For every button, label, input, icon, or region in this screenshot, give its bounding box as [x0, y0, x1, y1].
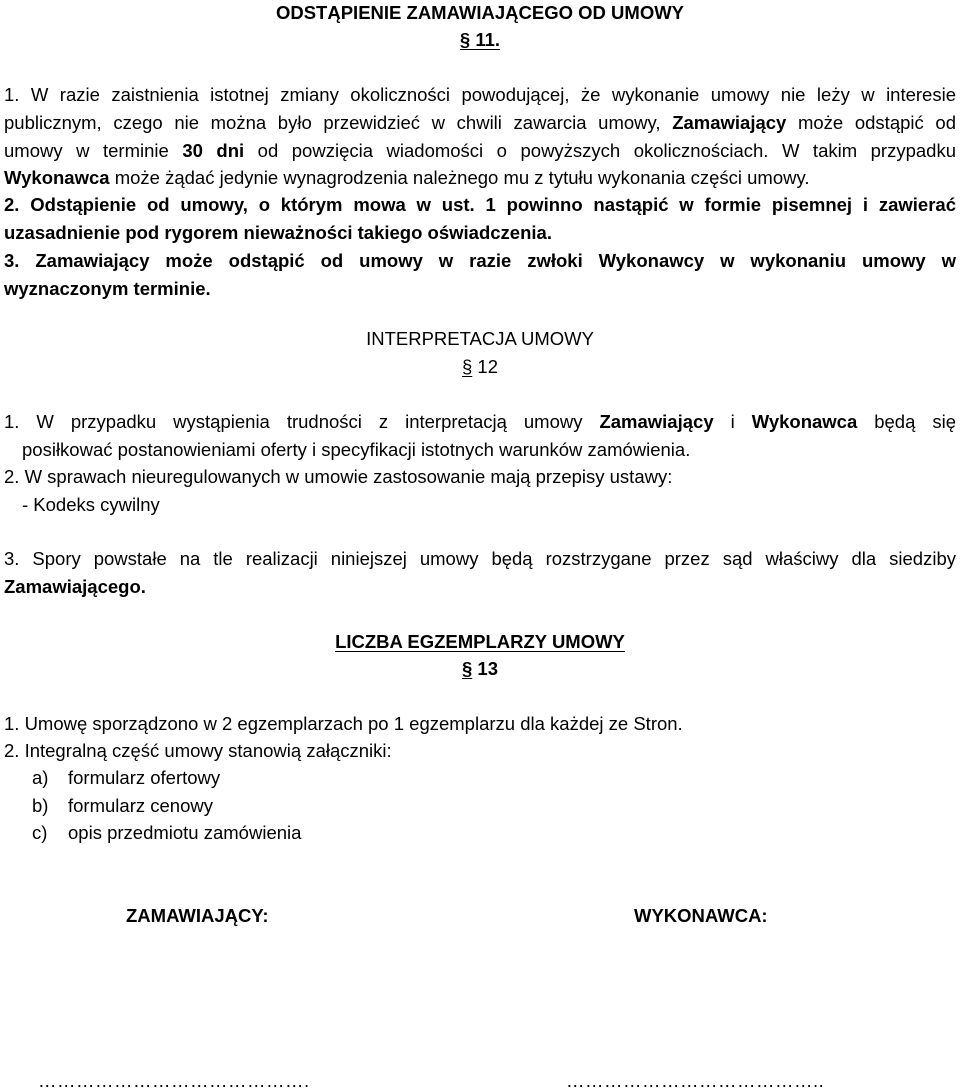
section-11-label: § 11. — [459, 29, 501, 50]
list-item-c-marker: c) — [32, 822, 48, 843]
list-item-b-marker: b) — [32, 795, 49, 816]
s12-p1-line2: posiłkować postanowieniami oferty i specyfikacji istotnych warunków zamówienia. — [22, 439, 691, 460]
s11-p1-line1: 1. W razie zaistnienia istotnej zmiany okoliczności powodującej, że wykonanie umowy nie leży w interesie — [4, 84, 956, 105]
signature-label-wykonawca: WYKONAWCA: — [634, 905, 768, 926]
s11-p1-line4: Wykonawca może żądać jedynie wynagrodzenia należnego mu z tytułu wykonania części umowy. — [4, 167, 810, 188]
list-item-a-text: formularz ofertowy — [68, 767, 221, 788]
section-11-number — [0, 31, 960, 50]
s11-p2-line1: 2. Odstąpienie od umowy, o którym mowa w ust. 1 powinno nastąpić w formie pisemnej i zawierać — [4, 194, 956, 215]
s12-p3-line2: Zamawiającego. — [4, 576, 146, 597]
s11-p1-line3: umowy w terminie 30 dni od powzięcia wiadomości o powyższych okolicznościach. W takim przypadku — [4, 140, 956, 161]
section-12-number: § 12 — [461, 356, 498, 377]
term-wykonawca: Wykonawca — [4, 167, 110, 188]
section-13-title: LICZBA EGZEMPLARZY UMOWY — [335, 631, 625, 652]
list-item-c-text: opis przedmiotu zamówienia — [68, 822, 302, 843]
signature-line-zamawiajacy: ……………………………………. — [38, 1070, 310, 1091]
section-13-number: § 13 — [461, 658, 498, 679]
list-item-a-marker: a) — [32, 767, 49, 788]
term-zamawiajacy: Zamawiający — [672, 112, 787, 133]
s11-p2-line2: uzasadnienie pod rygorem nieważności takiego oświadczenia. — [4, 222, 552, 243]
list-item-b-text: formularz cenowy — [68, 795, 213, 816]
s12-p1-line1: 1. W przypadku wystąpienia trudności z interpretacją umowy Zamawiający i Wykonawca będą się — [4, 411, 957, 432]
s12-p2-line2: - Kodeks cywilny — [22, 494, 160, 515]
s13-p2: 2. Integralną część umowy stanowią załączniki: — [4, 740, 392, 761]
section-11-title: ODSTĄPIENIE ZAMAWIAJĄCEGO OD UMOWY — [275, 2, 685, 23]
s13-p1: 1. Umowę sporządzono w 2 egzemplarzach po 1 egzemplarzu dla każdej ze Stron. — [4, 713, 683, 734]
section-12-title: INTERPRETACJA UMOWY — [366, 328, 594, 349]
s11-p1-line2: publicznym, czego nie można było przewidzieć w chwili zawarcia umowy, Zamawiający może odstąpić od — [4, 112, 956, 133]
s12-p2-line1: 2. W sprawach nieuregulowanych w umowie zastosowanie mają przepisy ustawy: — [4, 466, 673, 487]
term-30-dni: 30 dni — [182, 140, 245, 161]
signature-label-zamawiajacy: ZAMAWIAJĄCY: — [126, 905, 269, 926]
s11-p3-line1: 3. Zamawiający może odstąpić od umowy w razie zwłoki Wykonawcy w wykonaniu umowy w — [4, 250, 956, 271]
s11-p3-line2: wyznaczonym terminie. — [4, 278, 211, 299]
signature-line-wykonawca: ………………………………….. — [566, 1070, 825, 1091]
s12-p3-line1: 3. Spory powstałe na tle realizacji niniejszej umowy będą rozstrzygane przez sąd właściwy dla siedziby — [4, 548, 956, 569]
